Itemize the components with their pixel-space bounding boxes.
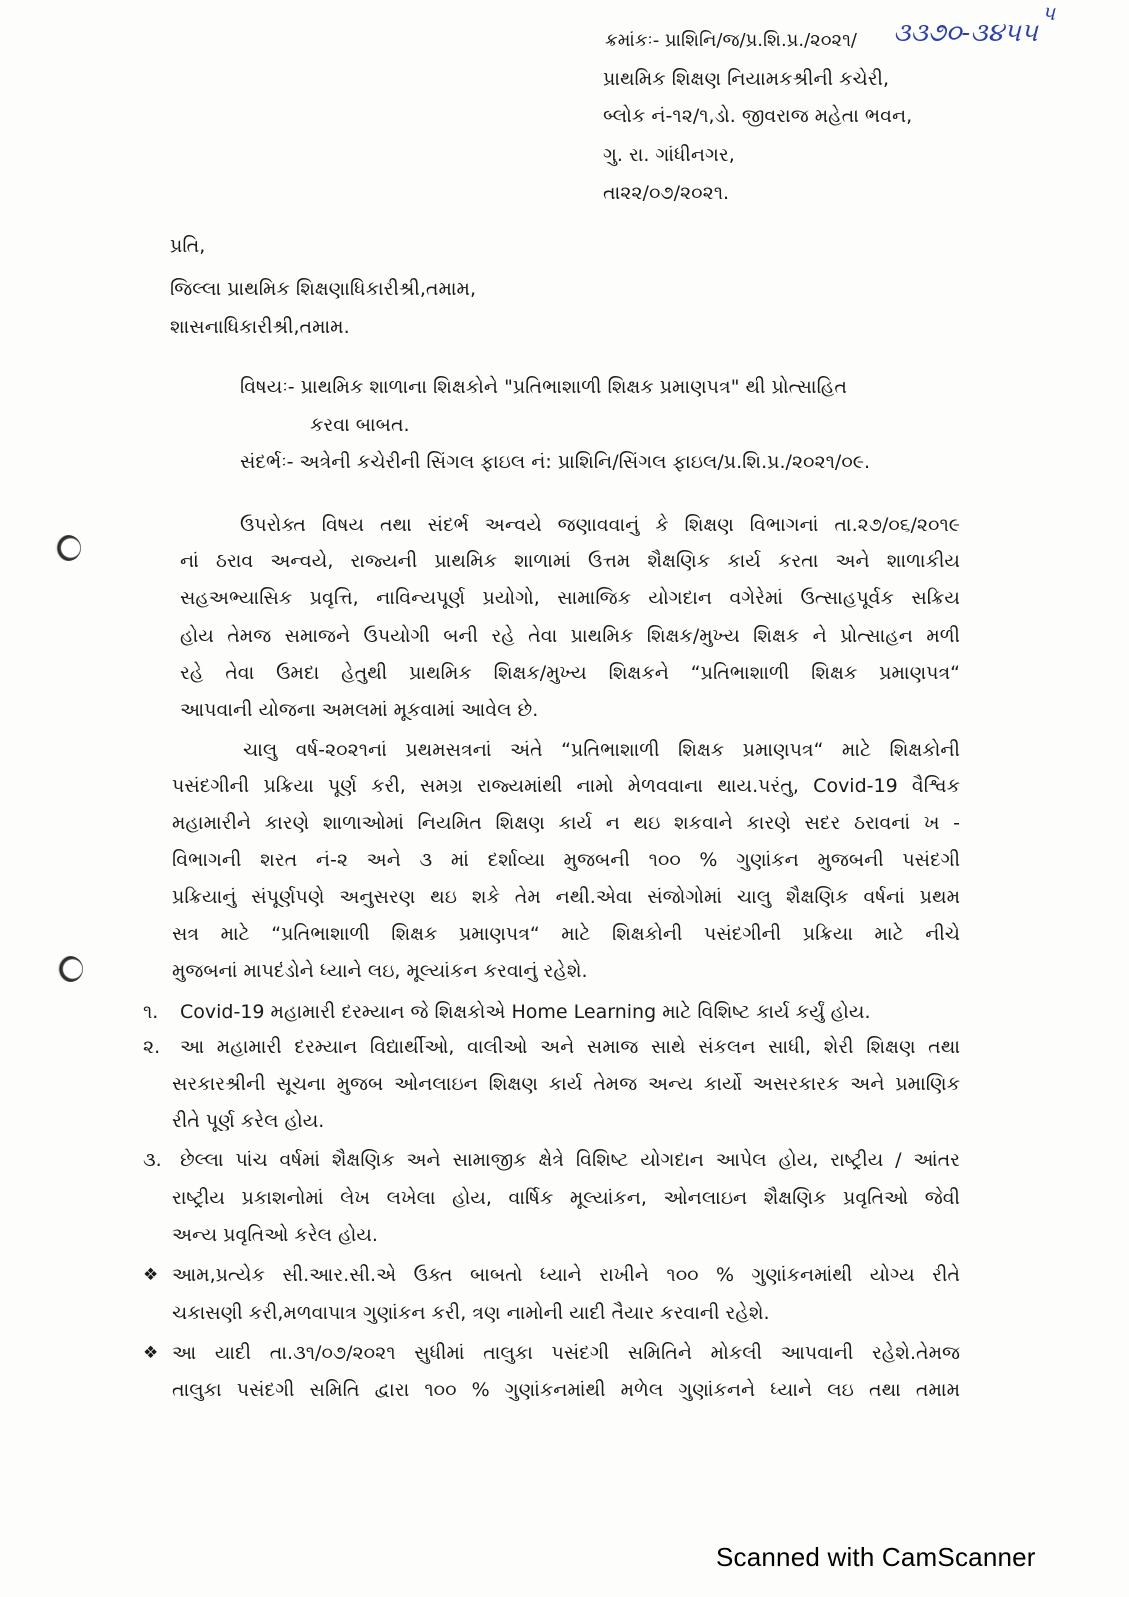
punch-hole-upper bbox=[55, 535, 81, 561]
para1-line: નાં ઠરાવ અન્વયે, રાજ્યની પ્રાથમિક શાળામાં ઉત્તમ શૈક્ષણિક કાર્ય કરતા અને શાળાકીય bbox=[180, 550, 960, 572]
office-name: પ્રાથમિક શિક્ષણ નિયામકશ્રીની કચેરી, bbox=[603, 68, 890, 90]
punch-hole-lower bbox=[57, 956, 83, 982]
para1-line: સહઅભ્યાસિક પ્રવૃત્તિ, નાવિન્યપૂર્ણ પ્રયોગો, સામાજિક યોગદાન વગેરેમાં ઉત્સાહપૂર્વક સક્રિય bbox=[180, 587, 960, 609]
criteria-number: ૨. bbox=[143, 1036, 161, 1058]
handwritten-number: ૩૩૭૦-૩૪૫૫ bbox=[893, 18, 1038, 48]
criteria-line: આ મહામારી દરમ્યાન વિદ્યાર્થીઓ, વાલીઓ અને સમાજ સાથે સંકલન સાધી, શેરી શિક્ષણ તથા bbox=[180, 1036, 960, 1058]
handwritten-mark: પ bbox=[1042, 1, 1055, 25]
para2-line: મુજબનાં માપદંડોને ધ્યાને લઇ, મૂલ્યાંકન કરવાનું રહેશે. bbox=[172, 960, 588, 982]
reference-number: ક્રમાંકઃ- પ્રાશિનિ/જ/પ્ર.શિ.પ્ર./૨૦૨૧/ bbox=[605, 30, 857, 51]
para2-line: વિભાગની શરત નં-૨ અને ૩ માં દર્શાવ્યા મુજબની ૧૦૦ % ગુણાંકન મુજબની પસંદગી bbox=[172, 849, 960, 871]
subject-line-2: કરવા બાબત. bbox=[310, 414, 410, 436]
para2-line: પ્રક્રિયાનું સંપૂર્ણપણે અનુસરણ થઇ શકે તેમ નથી.એવા સંજોગોમાં ચાલુ શૈક્ષણિક વર્ષનાં પ્રથમ bbox=[172, 886, 960, 908]
recipient-line-2: શાસનાધિકારીશ્રી,તમામ. bbox=[170, 316, 350, 338]
criteria-line: સરકારશ્રીની સૂચના મુજબ ઓનલાઇન શિક્ષણ કાર્ય તેમજ અન્ય કાર્યો અસરકારક અને પ્રમાણિક bbox=[172, 1073, 960, 1095]
letter-date: તા૨૨/૦૭/૨૦૨૧. bbox=[603, 182, 730, 204]
criteria-line: Covid-19 મહામારી દરમ્યાન જે શિક્ષકોએ Home Learning માટે વિશિષ્ટ કાર્ય કર્યું હોય. bbox=[180, 1001, 871, 1023]
office-address-1: બ્લોક નં-૧૨/૧,ડો. જીવરાજ મહેતા ભવન, bbox=[603, 105, 913, 127]
criteria-line: અન્ય પ્રવૃતિઓ કરેલ હોય. bbox=[172, 1224, 378, 1246]
bullet-icon: ❖ bbox=[143, 1343, 159, 1363]
criteria-line: રાષ્ટ્રીય પ્રકાશનોમાં લેખ લખેલા હોય, વાર્ષિક મૂલ્યાંકન, ઓનલાઇન શૈક્ષણિક પ્રવૃતિઓ જેવી bbox=[172, 1187, 960, 1209]
criteria-line: રીતે પૂર્ણ કરેલ હોય. bbox=[172, 1110, 325, 1132]
bullet-icon: ❖ bbox=[143, 1265, 159, 1285]
para1-line: આપવાની યોજના અમલમાં મૂકવામાં આવેલ છે. bbox=[180, 699, 539, 721]
bullet-line: ચકાસણી કરી,મળવાપાત્ર ગુણાંકન કરી, ત્રણ નામોની યાદી તૈયાર કરવાની રહેશે. bbox=[172, 1302, 770, 1324]
para2-line: મહામારીને કારણે શાળાઓમાં નિયમિત શિક્ષણ કાર્ય ન થઇ શકવાને કારણે સદર ઠરાવનાં ખ - bbox=[172, 812, 960, 834]
subject-line-1: વિષયઃ- પ્રાથમિક શાળાના શિક્ષકોને "પ્રતિભાશાળી શિક્ષક પ્રમાણપત્ર" થી પ્રોત્સાહિત bbox=[240, 376, 847, 398]
para1-line: ઉપરોક્ત વિષય તથા સંદર્ભ અન્વયે જણાવવાનું કે શિક્ષણ વિભાગનાં તા.૨૭/૦૬/૨૦૧૯ bbox=[240, 514, 960, 536]
bullet-line: તાલુકા પસંદગી સમિતિ દ્વારા ૧૦૦ % ગુણાંકનમાંથી મળેલ ગુણાંકનને ધ્યાને લઇ તથા તમામ bbox=[172, 1379, 960, 1401]
para1-line: રહે તેવા ઉમદા હેતુથી પ્રાથમિક શિક્ષક/મુખ્ય શિક્ષકને “પ્રતિભાશાળી શિક્ષક પ્રમાણપત્ર“ bbox=[180, 662, 960, 684]
subject-reference: સંદર્ભઃ- અત્રેની કચેરીની સિંગલ ફાઇલ નં: પ્રાશિનિ/સિંગલ ફાઇલ/પ્ર.શિ.પ્ર./૨૦૨૧/૦૯. bbox=[240, 451, 871, 473]
recipient-line-1: જિલ્લા પ્રાથમિક શિક્ષણાધિકારીશ્રી,તમામ, bbox=[170, 278, 476, 300]
para2-line: ચાલુ વર્ષ-૨૦૨૧નાં પ્રથમસત્રનાં અંતે “પ્રતિભાશાળી શિક્ષક પ્રમાણપત્ર“ માટે શિક્ષકોની bbox=[243, 739, 960, 761]
office-address-2: ગુ. રા. ગાંધીનગર, bbox=[603, 144, 735, 166]
para2-line: પસંદગીની પ્રક્રિયા પૂર્ણ કરી, સમગ્ર રાજ્યમાંથી નામો મેળવવાના થાય.પરંતુ, Covid-19 વૈશ્વિક bbox=[172, 775, 960, 797]
criteria-line: છેલ્લા પાંચ વર્ષમાં શૈક્ષણિક અને સામાજીક ક્ષેત્રે વિશિષ્ટ યોગદાન આપેલ હોય, રાષ્ટ્રીય / આંતર bbox=[180, 1149, 960, 1171]
criteria-number: ૩. bbox=[143, 1149, 162, 1171]
bullet-line: આમ,પ્રત્યેક સી.આર.સી.એ ઉક્ત બાબતો ધ્યાને રાખીને ૧૦૦ % ગુણાંકનમાંથી યોગ્ય રીતે bbox=[172, 1264, 960, 1286]
bullet-line: આ યાદી તા.૩૧/૦૭/૨૦૨૧ સુધીમાં તાલુકા પસંદગી સમિતિને મોકલી આપવાની રહેશે.તેમજ bbox=[172, 1342, 960, 1364]
para2-line: સત્ર માટે “પ્રતિભાશાળી શિક્ષક પ્રમાણપત્ર“ માટે શિક્ષકોની પસંદગીની પ્રક્રિયા માટે નીચે bbox=[172, 923, 960, 945]
scanner-watermark: Scanned with CamScanner bbox=[716, 1542, 1036, 1572]
recipient-to: પ્રતિ, bbox=[170, 235, 206, 257]
criteria-number: ૧. bbox=[143, 1001, 159, 1023]
para1-line: હોય તેમજ સમાજને ઉપયોગી બની રહે તેવા પ્રાથમિક શિક્ષક/મુખ્ય શિક્ષક ને પ્રોત્સાહન મળી bbox=[180, 625, 960, 647]
